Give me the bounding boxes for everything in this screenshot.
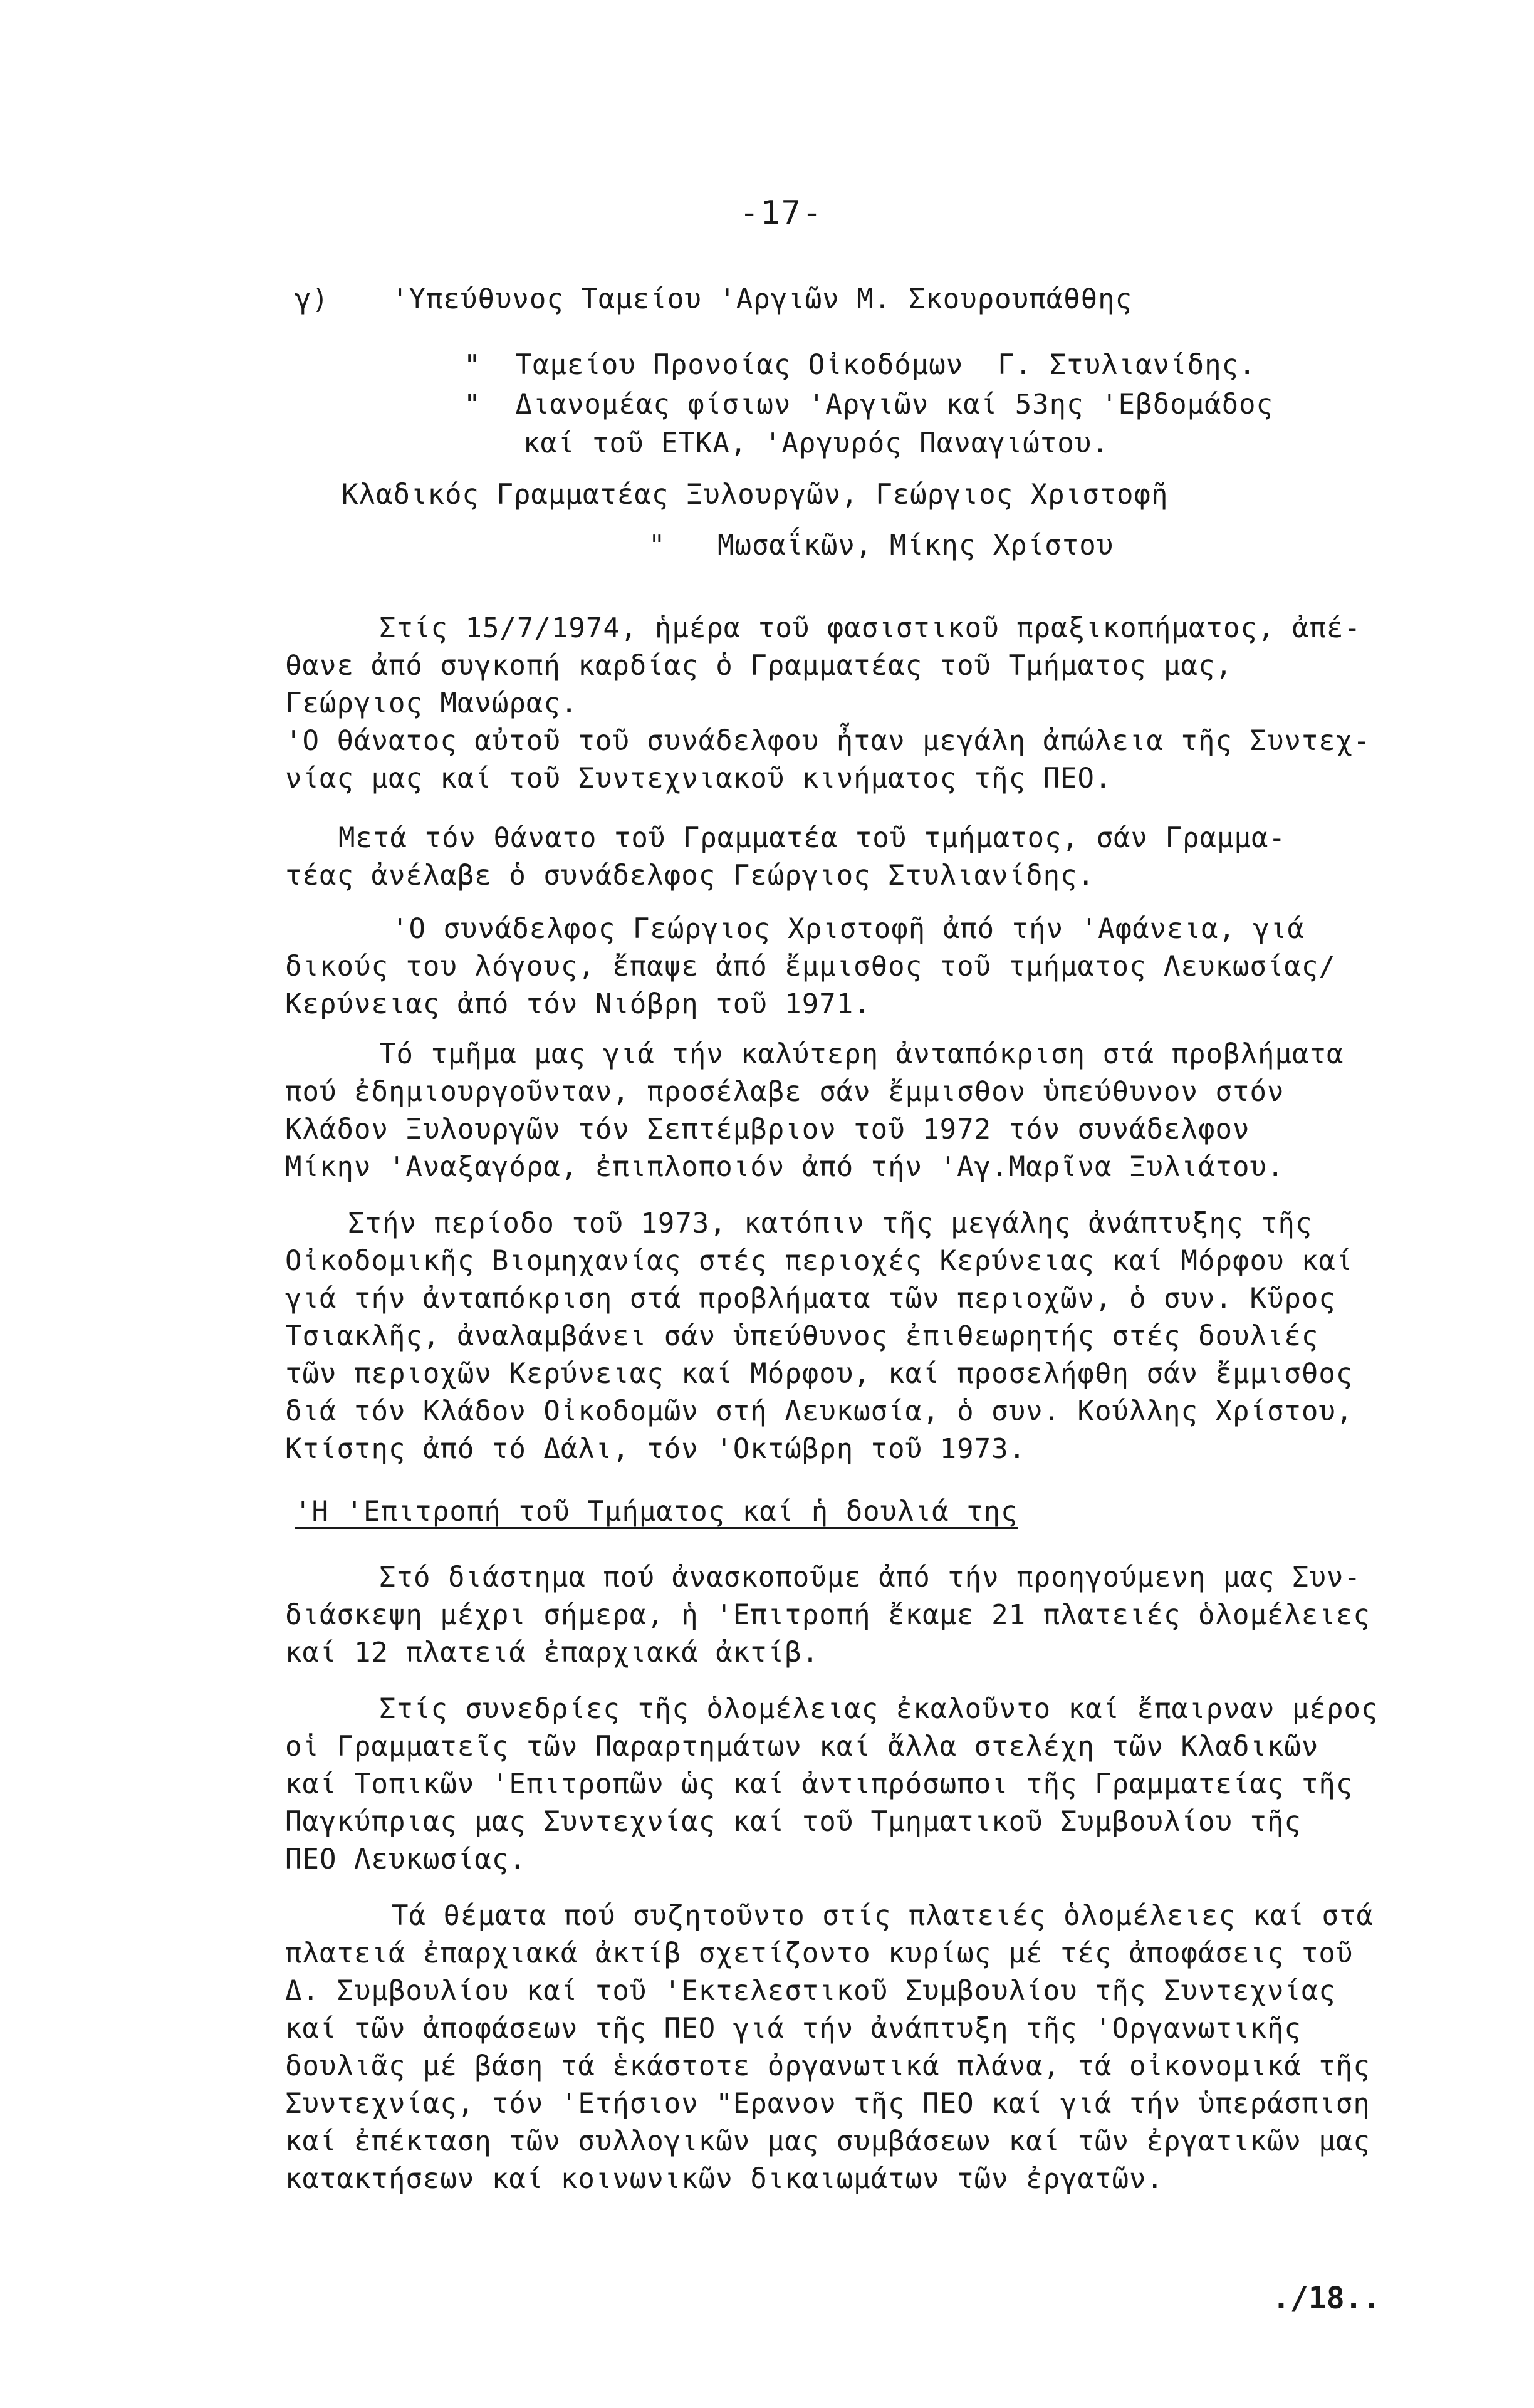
paragraph-line: γιά τήν ἀνταπόκριση στά προβλήματα τῶν περιοχῶν, ὁ συν. Κῦρος: [285, 1283, 1336, 1315]
paragraph-line: Στό διάστημα πού ἀνασκοποῦμε ἀπό τήν προηγούμενη μας Συν-: [379, 1561, 1361, 1593]
paragraph-line: Κλάδον Ξυλουργῶν τόν Σεπτέμβριον τοῦ 1972 τόν συνάδελφον: [285, 1113, 1250, 1145]
committee-line: Κλαδικός Γραμματέας Ξυλουργῶν, Γεώργιος Χριστοφῆ: [342, 479, 1169, 511]
page-number: -17-: [739, 194, 823, 232]
paragraph-line: δικούς του λόγους, ἔπαψε ἀπό ἔμμισθος τοῦ τμήματος Λευκωσίας/: [285, 951, 1336, 982]
paragraph-line: καί ἐπέκταση τῶν συλλογικῶν μας συμβάσεων καί τῶν ἐργατικῶν μας: [285, 2125, 1370, 2157]
paragraph-line: πλατειά ἐπαρχιακά ἀκτίβ σχετίζοντο κυρίως μέ τές ἀποφάσεις τοῦ: [285, 1937, 1354, 1969]
paragraph-line: Μετά τόν θάνατο τοῦ Γραμματέα τοῦ τμήματος, σάν Γραμμα-: [338, 822, 1286, 854]
paragraph-line: τῶν περιοχῶν Κερύνειας καί Μόρφου, καί προσελήφθη σάν ἔμμισθος: [285, 1358, 1354, 1390]
paragraph-line: Στίς 15/7/1974, ἡμέρα τοῦ φασιστικοῦ πραξικοπήματος, ἀπέ-: [379, 612, 1361, 644]
paragraph-line: ΠΕΟ Λευκωσίας.: [285, 1843, 526, 1875]
paragraph-line: δουλιᾶς μέ βάση τά ἑκάστοτε ὀργανωτικά πλάνα, τά οἰκονομικά τῆς: [285, 2050, 1370, 2082]
section-heading: 'Η 'Επιτροπή τοῦ Τμήματος καί ἡ δουλιά της: [295, 1496, 1018, 1528]
committee-line: 'Υπεύθυνος Ταμείου 'Αργιῶν Μ. Σκουρουπάθθης: [392, 283, 1133, 315]
paragraph-line: πού ἐδημιουργοῦνταν, προσέλαβε σάν ἔμμισθον ὑπεύθυνον στόν: [285, 1076, 1285, 1108]
paragraph-line: Γεώργιος Μανώρας.: [285, 687, 578, 719]
committee-line: " Μωσαΐκῶν, Μίκης Χρίστου: [649, 529, 1114, 561]
paragraph-line: Τό τμῆμα μας γιά τήν καλύτερη ἀνταπόκριση στά προβλήματα: [379, 1038, 1344, 1070]
paragraph-line: Συντεχνίας, τόν 'Ετήσιον "Ερανον τῆς ΠΕΟ καί γιά τήν ὑπεράσπιση: [285, 2088, 1370, 2120]
paragraph-line: καί Τοπικῶν 'Επιτροπῶν ὡς καί ἀντιπρόσωποι τῆς Γραμματείας τῆς: [285, 1768, 1354, 1800]
paragraph-line: οἱ Γραμματεῖς τῶν Παραρτημάτων καί ἄλλα στελέχη τῶν Κλαδικῶν: [285, 1731, 1319, 1763]
committee-marker: γ): [295, 283, 329, 315]
next-page-marker: ./18..: [1272, 2281, 1381, 2316]
paragraph-line: Τσιακλῆς, ἀναλαμβάνει σάν ὑπεύθυνος ἐπιθεωρητής στές δουλιές: [285, 1320, 1319, 1352]
paragraph-line: 'Ο συνάδελφος Γεώργιος Χριστοφῆ ἀπό τήν 'Αφάνεια, γιά: [392, 913, 1305, 945]
paragraph-line: διά τόν Κλάδον Οἰκοδομῶν στή Λευκωσία, ὁ συν. Κούλλης Χρίστου,: [285, 1395, 1354, 1427]
committee-line: καί τοῦ ΕΤΚΑ, 'Αργυρός Παναγιώτου.: [523, 427, 1109, 459]
paragraph-line: Μίκην 'Αναξαγόρα, ἐπιπλοποιόν ἀπό τήν 'Αγ.Μαρῖνα Ξυλιάτου.: [285, 1151, 1285, 1183]
paragraph-line: διάσκεψη μέχρι σήμερα, ἡ 'Επιτροπή ἔκαμε 21 πλατειές ὁλομέλειες: [285, 1599, 1370, 1631]
paragraph-line: Δ. Συμβουλίου καί τοῦ 'Εκτελεστικοῦ Συμβουλίου τῆς Συντεχνίας: [285, 1975, 1336, 2007]
paragraph-line: τέας ἀνέλαβε ὁ συνάδελφος Γεώργιος Στυλιανίδης.: [285, 860, 1095, 892]
paragraph-line: Οἰκοδομικῆς Βιομηχανίας στές περιοχές Κερύνειας καί Μόρφου καί: [285, 1245, 1354, 1277]
paragraph-line: Στίς συνεδρίες τῆς ὁλομέλειας ἐκαλοῦντο καί ἔπαιρναν μέρος: [379, 1693, 1379, 1725]
paragraph-line: κατακτήσεων καί κοινωνικῶν δικαιωμάτων τῶν ἐργατῶν.: [285, 2163, 1164, 2195]
paragraph-line: καί τῶν ἀποφάσεων τῆς ΠΕΟ γιά τήν ἀνάπτυξη τῆς 'Οργανωτικῆς: [285, 2013, 1302, 2045]
paragraph-line: Τά θέματα πού συζητοῦντο στίς πλατειές ὁλομέλειες καί στά: [392, 1900, 1374, 1932]
committee-line: " Διανομέας φίσιων 'Αργιῶν καί 53ης 'Εβδομάδος: [464, 388, 1274, 420]
paragraph-line: Παγκύπριας μας Συντεχνίας καί τοῦ Τμηματικοῦ Συμβουλίου τῆς: [285, 1806, 1302, 1838]
paragraph-line: νίας μας καί τοῦ Συντεχνιακοῦ κινήματος τῆς ΠΕΟ.: [285, 763, 1112, 795]
committee-line: " Ταμείου Προνοίας Οἰκοδόμων Γ. Στυλιανίδης.: [464, 349, 1256, 381]
paragraph-line: καί 12 πλατειά ἐπαρχιακά ἀκτίβ.: [285, 1637, 820, 1669]
paragraph-line: θανε ἀπό συγκοπή καρδίας ὁ Γραμματέας τοῦ Τμήματος μας,: [285, 650, 1233, 682]
paragraph-line: 'Ο θάνατος αὐτοῦ τοῦ συνάδελφου ἦταν μεγάλη ἀπώλεια τῆς Συντεχ-: [285, 725, 1370, 757]
paragraph-line: Κτίστης ἀπό τό Δάλι, τόν 'Οκτώβρη τοῦ 1973.: [285, 1433, 1026, 1465]
paragraph-line: Στήν περίοδο τοῦ 1973, κατόπιν τῆς μεγάλης ἀνάπτυξης τῆς: [348, 1207, 1313, 1239]
paragraph-line: Κερύνειας ἀπό τόν Νιόβρη τοῦ 1971.: [285, 988, 871, 1020]
